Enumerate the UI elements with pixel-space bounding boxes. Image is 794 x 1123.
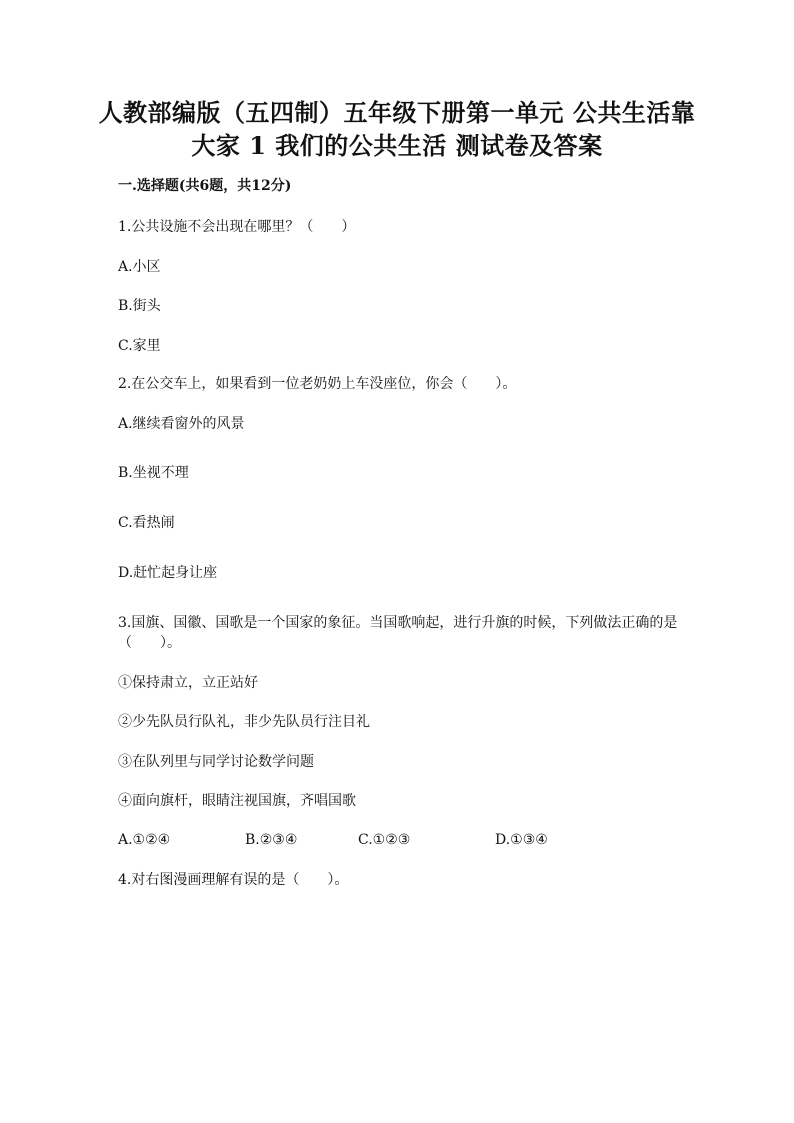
question-3-option-d: D.①③④ bbox=[495, 832, 548, 848]
question-1-option-a: A.小区 bbox=[118, 259, 161, 275]
question-2-stem: 2.在公交车上，如果看到一位老奶奶上车没座位，你会（ ）。 bbox=[118, 376, 517, 392]
question-2-option-a: A.继续看窗外的风景 bbox=[118, 416, 245, 432]
question-3-statement-1: ①保持肃立，立正站好 bbox=[118, 675, 258, 691]
document-title: 人教部编版（五四制）五年级下册第一单元 公共生活靠大家 1 我们的公共生活 测试卷及答案 bbox=[98, 98, 696, 160]
question-4-stem: 4.对右图漫画理解有误的是（ ）。 bbox=[118, 872, 349, 888]
question-3-option-b: B.②③④ bbox=[245, 832, 298, 848]
question-3-option-c: C.①②③ bbox=[358, 832, 411, 848]
question-1-option-b: B.街头 bbox=[118, 298, 161, 314]
question-1-option-c: C.家里 bbox=[118, 338, 161, 354]
question-3-statement-4: ④面向旗杆，眼睛注视国旗，齐唱国歌 bbox=[118, 793, 356, 809]
question-3-stem: 3.国旗、国徽、国歌是一个国家的象征。当国歌响起，进行升旗的时候，下列做法正确的是（ ）。 bbox=[118, 615, 678, 651]
question-3-statement-2: ②少先队员行队礼，非少先队员行注目礼 bbox=[118, 714, 370, 730]
question-2-option-d: D.赶忙起身让座 bbox=[118, 565, 218, 581]
question-3-option-a: A.①②④ bbox=[118, 832, 171, 848]
section-heading: 一.选择题(共6题，共12分) bbox=[118, 178, 292, 194]
question-2-option-b: B.坐视不理 bbox=[118, 465, 189, 481]
question-3-statement-3: ③在队列里与同学讨论数学问题 bbox=[118, 754, 314, 770]
question-2-option-c: C.看热闹 bbox=[118, 515, 175, 531]
question-1-stem: 1.公共设施不会出现在哪里？（ ） bbox=[118, 219, 356, 235]
